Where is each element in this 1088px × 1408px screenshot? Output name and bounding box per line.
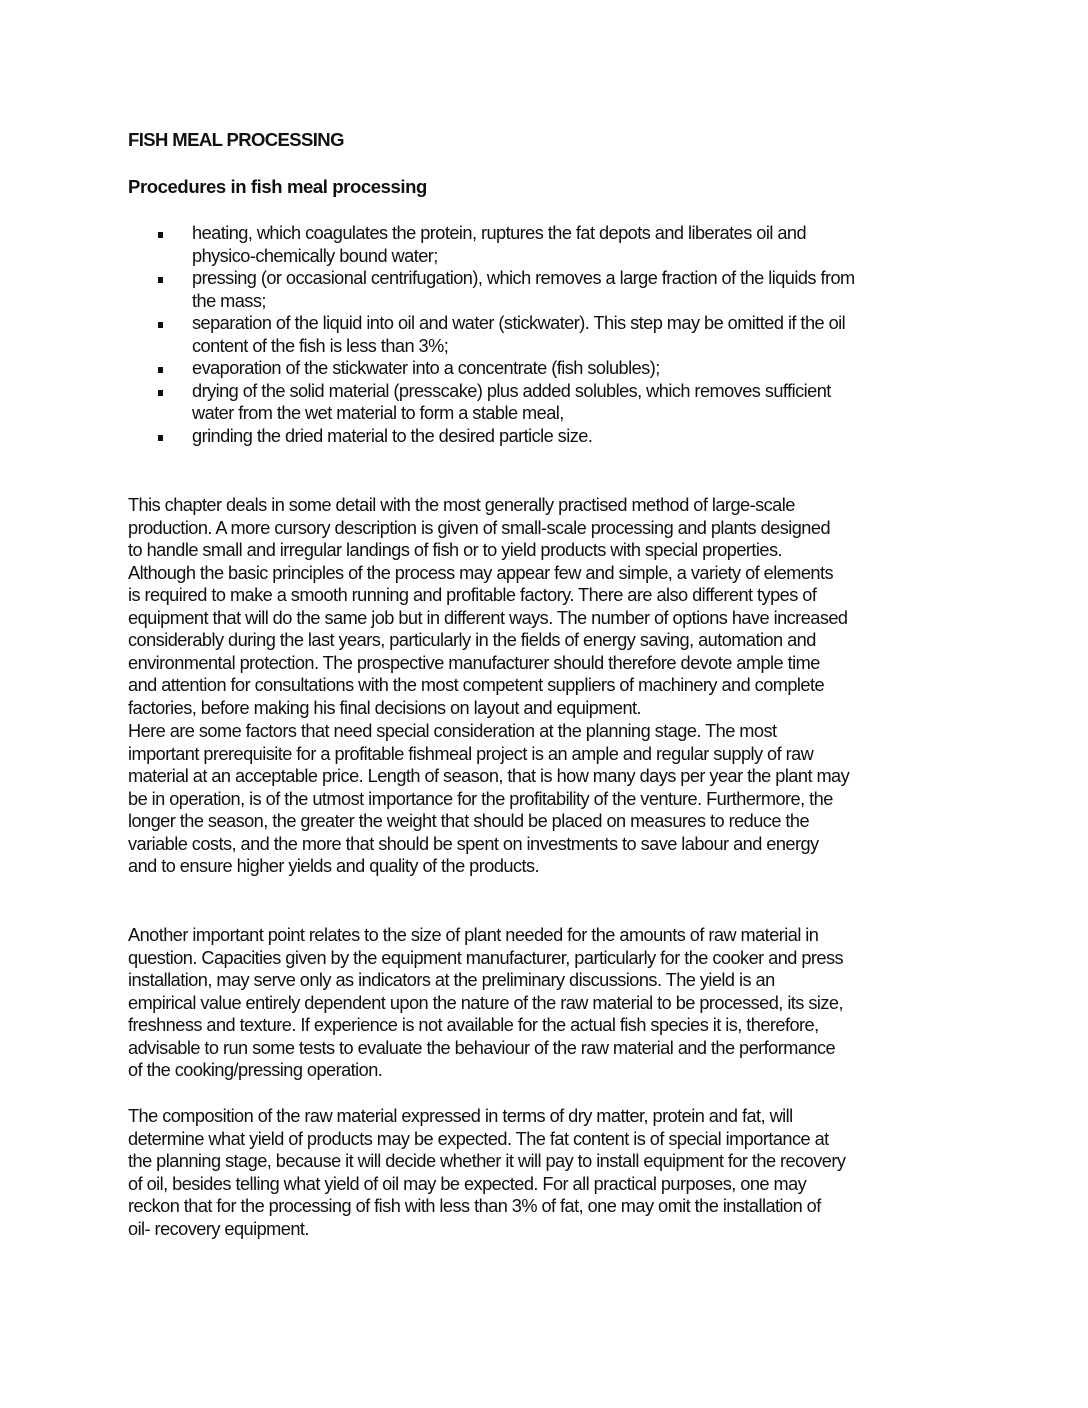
paragraph-line: is required to make a smooth running and profitable factory. There are also different types of bbox=[128, 585, 817, 605]
list-item bbox=[128, 312, 855, 357]
square-bullet-icon bbox=[158, 277, 163, 283]
paragraph-line: The composition of the raw material expressed in terms of dry matter, protein and fat, will bbox=[128, 1106, 793, 1126]
list-item-line: grinding the dried material to the desired particle size. bbox=[192, 425, 593, 446]
paragraph-line: installation, may serve only as indicators at the preliminary discussions. The yield is an bbox=[128, 970, 775, 990]
paragraph-line: environmental protection. The prospective manufacturer should therefore devote ample time bbox=[128, 652, 820, 673]
paragraph-line: material at an acceptable price. Length of season, that is how many days per year the plant may bbox=[128, 766, 850, 786]
paragraph-line: empirical value entirely dependent upon the nature of the raw material to be processed, its size, bbox=[128, 992, 844, 1013]
paragraph-line: reckon that for the processing of fish with less than 3% of fat, one may omit the installation of bbox=[128, 1196, 821, 1216]
paragraph-line: determine what yield of products may be expected. The fat content is of special importance at bbox=[128, 1128, 829, 1149]
paragraph-chapter-overview bbox=[128, 494, 848, 719]
list-item-line: the mass; bbox=[192, 290, 266, 311]
paragraph-line: of the cooking/pressing operation. bbox=[128, 1060, 383, 1080]
paragraph-line: Here are some factors that need special consideration at the planning stage. The most bbox=[128, 721, 777, 741]
paragraph-line: freshness and texture. If experience is not available for the actual fish species it is, therefore, bbox=[128, 1015, 819, 1035]
paragraph-line: important prerequisite for a profitable fishmeal project is an ample and regular supply of raw bbox=[128, 743, 814, 764]
paragraph-line: considerably during the last years, particularly in the fields of energy saving, automation and bbox=[128, 630, 816, 650]
square-bullet-icon bbox=[158, 435, 163, 441]
paragraph-line: and to ensure higher yields and quality of the products. bbox=[128, 856, 540, 876]
paragraph-raw-material-composition bbox=[128, 1105, 845, 1240]
paragraph-line: oil- recovery equipment. bbox=[128, 1218, 309, 1239]
list-item bbox=[128, 222, 855, 267]
procedure-list bbox=[128, 222, 855, 447]
square-bullet-icon bbox=[158, 367, 163, 373]
list-item-line: evaporation of the stickwater into a concentrate (fish solubles); bbox=[192, 358, 660, 378]
square-bullet-icon bbox=[158, 390, 163, 396]
section-heading: Procedures in fish meal processing bbox=[128, 176, 427, 197]
paragraph-line: and attention for consultations with the most competent suppliers of machinery and complete bbox=[128, 675, 825, 695]
list-item bbox=[128, 425, 855, 448]
paragraph-planning-factors bbox=[128, 720, 849, 878]
list-item-line: drying of the solid material (presscake) plus added solubles, which removes sufficient bbox=[192, 380, 831, 401]
paragraph-line: be in operation, is of the utmost importance for the profitability of the venture. Furthermore, the bbox=[128, 788, 833, 809]
list-item-line: water from the wet material to form a stable meal, bbox=[192, 403, 564, 423]
paragraph-line: factories, before making his final decisions on layout and equipment. bbox=[128, 697, 642, 718]
paragraph-plant-size bbox=[128, 924, 843, 1082]
paragraph-line: the planning stage, because it will decide whether it will pay to install equipment for the recovery bbox=[128, 1151, 846, 1171]
list-item-line: pressing (or occasional centrifugation), which removes a large fraction of the liquids from bbox=[192, 268, 855, 288]
document-title: FISH MEAL PROCESSING bbox=[128, 129, 344, 150]
paragraph-line: to handle small and irregular landings of fish or to yield products with special properties. bbox=[128, 540, 783, 560]
list-item bbox=[128, 380, 855, 425]
square-bullet-icon bbox=[158, 322, 163, 328]
list-item-line: separation of the liquid into oil and water (stickwater). This step may be omitted if the oil bbox=[192, 313, 846, 333]
list-item bbox=[128, 357, 855, 380]
square-bullet-icon bbox=[158, 232, 163, 238]
list-item-line: heating, which coagulates the protein, ruptures the fat depots and liberates oil and bbox=[192, 223, 807, 243]
paragraph-line: question. Capacities given by the equipment manufacturer, particularly for the cooker and press bbox=[128, 947, 844, 968]
list-item-line: physico-chemically bound water; bbox=[192, 245, 438, 266]
paragraph-line: equipment that will do the same job but in different ways. The number of options have increased bbox=[128, 607, 848, 628]
paragraph-line: production. A more cursory description is given of small-scale processing and plants designed bbox=[128, 517, 831, 538]
paragraph-line: longer the season, the greater the weight that should be placed on measures to reduce the bbox=[128, 811, 810, 831]
paragraph-line: Another important point relates to the size of plant needed for the amounts of raw material in bbox=[128, 925, 819, 945]
list-item bbox=[128, 267, 855, 312]
paragraph-line: advisable to run some tests to evaluate the behaviour of the raw material and the performance bbox=[128, 1037, 836, 1058]
list-item-line: content of the fish is less than 3%; bbox=[192, 335, 449, 356]
paragraph-line: Although the basic principles of the process may appear few and simple, a variety of elements bbox=[128, 562, 834, 583]
paragraph-line: of oil, besides telling what yield of oil may be expected. For all practical purposes, one may bbox=[128, 1173, 807, 1194]
paragraph-line: This chapter deals in some detail with the most generally practised method of large-scale bbox=[128, 495, 795, 515]
paragraph-line: variable costs, and the more that should be spent on investments to save labour and energy bbox=[128, 833, 819, 854]
